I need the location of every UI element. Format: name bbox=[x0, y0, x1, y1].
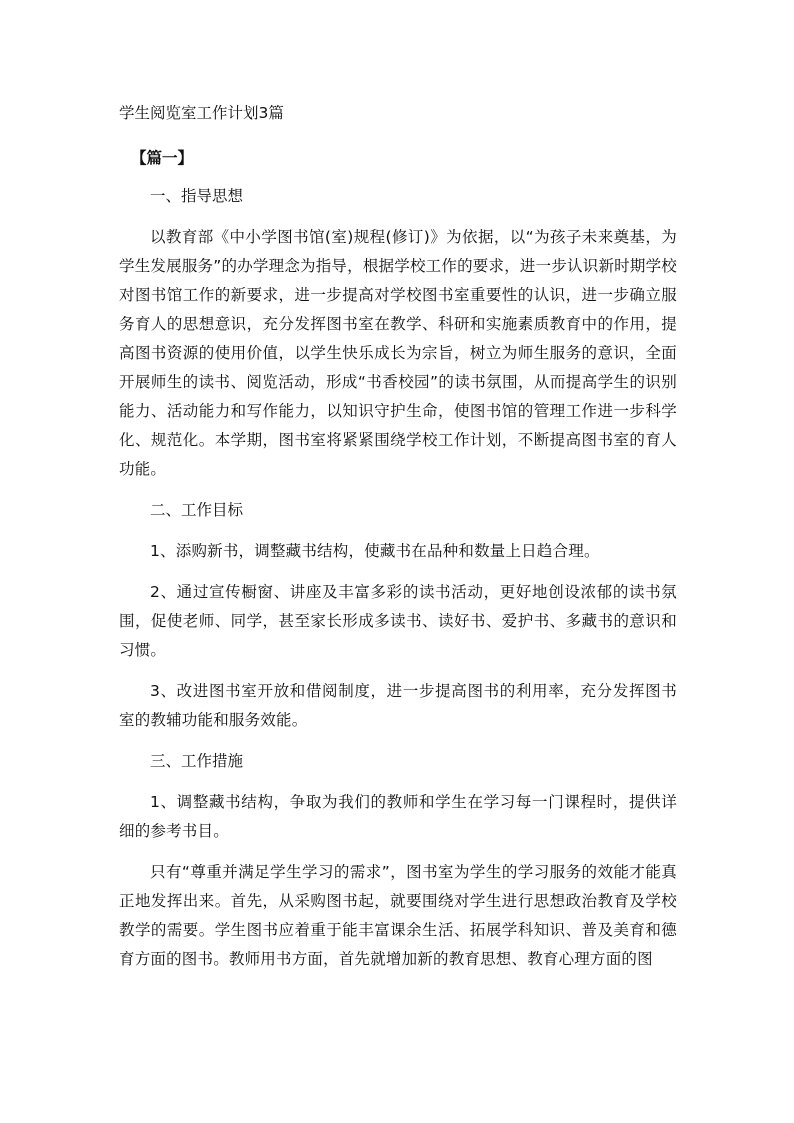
paragraph: 以教育部《中小学图书馆(室)规程(修订)》为依据，以“为孩子未来奠基，为学生发展服务”的办学理念为指导，根据学校工作的要求，进一步认识新时期学校对图书馆工作的新要求，进一步提高对学校图书室重要性的认识，进一步确立服务育人的思想意识，充分发挥图书室在教学、科研和实施素质教育中的作用，提高图书资源的使用价值，以学生快乐成长为宗旨，树立为师生服务的意识，全面开展师生的读书、阅览活动，形成“书香校园”的读书氛围，从而提高学生的识别能力、活动能力和写作能力，以知识守护生命，使图书馆的管理工作进一步科学化、规范化。本学期，图书室将紧紧围绕学校工作计划，不断提高图书室的育人功能。 bbox=[119, 228, 677, 478]
section-heading: 三、工作措施 bbox=[150, 752, 244, 770]
paragraph: 2、通过宣传橱窗、讲座及丰富多彩的读书活动，更好地创设浓郁的读书氛围，促使老师、同学，甚至家长形成多读书、读好书、爱护书、多藏书的意识和习惯。 bbox=[119, 583, 677, 659]
document-title: 学生阅览室工作计划3篇 bbox=[119, 104, 284, 122]
block-gap bbox=[119, 735, 677, 747]
block-gap bbox=[119, 566, 677, 578]
block-gap bbox=[119, 484, 677, 496]
block-gap bbox=[119, 776, 677, 788]
section-heading: 一、指导思想 bbox=[150, 187, 244, 205]
block-gap bbox=[119, 525, 677, 537]
document-body bbox=[119, 182, 677, 974]
block-gap bbox=[119, 665, 677, 677]
paragraph: 只有“尊重并满足学生学习的需求”，图书室为学生的学习服务的效能才能真正地发挥出来。首先，从采购图书起，就要围绕对学生进行思想政治教育及学校教学的需要。学生图书应着重于能丰富课余生活、拓展学科知识、普及美育和德育方面的图书。教师用书方面，首先就增加新的教育思想、教育心理方面的图 bbox=[119, 863, 677, 968]
block-gap bbox=[119, 211, 677, 223]
section-label: 【篇一】 bbox=[131, 149, 194, 167]
paragraph: 1、调整藏书结构，争取为我们的教师和学生在学习每一门课程时，提供详细的参考书目。 bbox=[119, 793, 677, 840]
section-heading: 二、工作目标 bbox=[150, 501, 244, 519]
paragraph: 3、改进图书室开放和借阅制度，进一步提高图书的利用率，充分发挥图书室的教辅功能和服务效能。 bbox=[119, 682, 677, 729]
block-gap bbox=[119, 846, 677, 858]
paragraph: 1、添购新书，调整藏书结构，使藏书在品种和数量上日趋合理。 bbox=[150, 542, 600, 560]
